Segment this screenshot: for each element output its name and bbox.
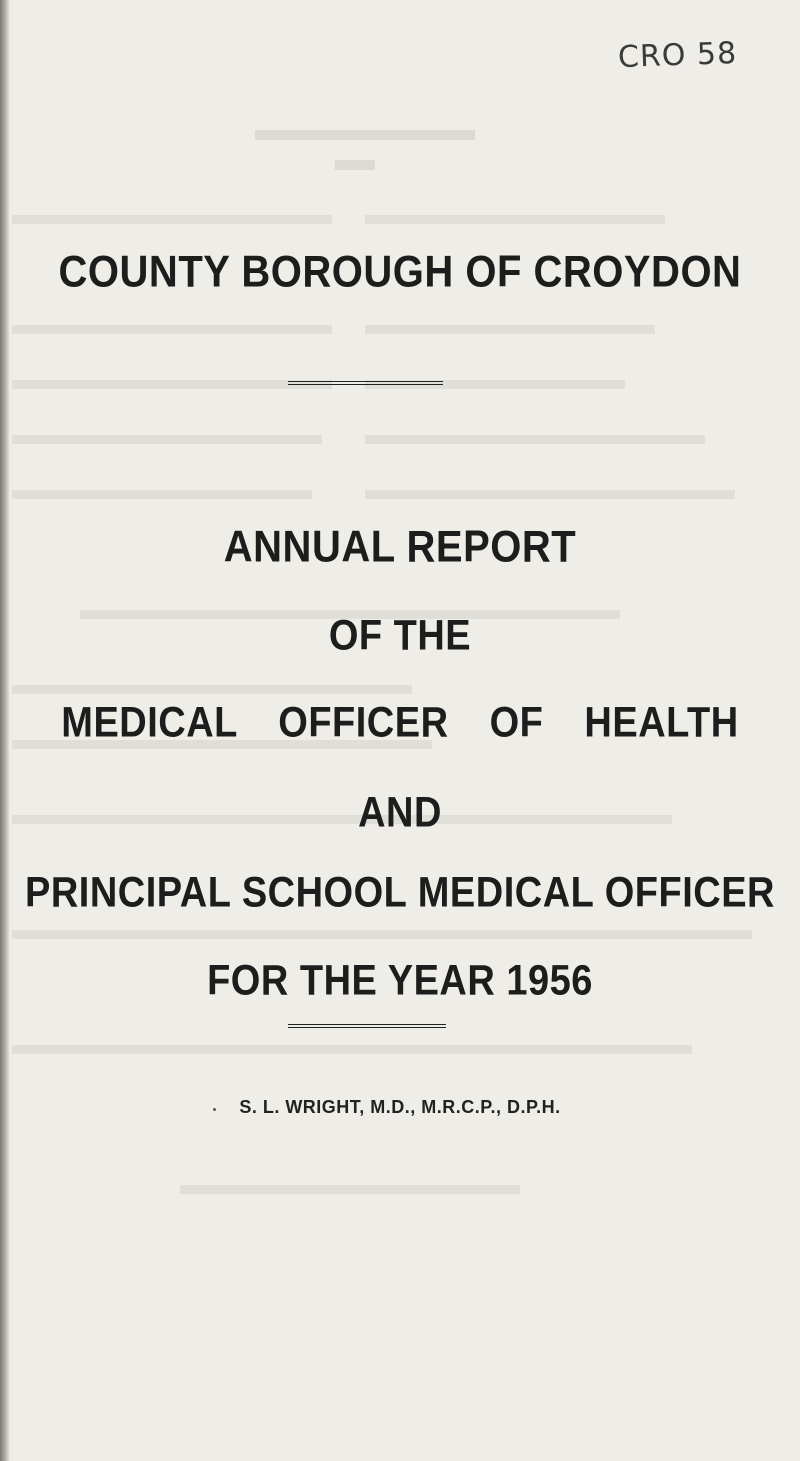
and-line: AND [358, 789, 442, 837]
handwritten-catalog-mark: CRO 58 [617, 35, 738, 76]
double-rule-bottom [288, 1024, 446, 1028]
double-rule-top [288, 381, 443, 385]
report-heading: ANNUAL REPORT [223, 522, 577, 572]
author-credit: S. L. WRIGHT, M.D., M.R.C.P., D.P.H. [239, 1097, 561, 1117]
school-officer-line: PRINCIPAL SCHOOL MEDICAL OFFICER [24, 869, 775, 917]
of-the-line: OF THE [328, 612, 472, 660]
borough-heading: COUNTY BOROUGH OF CROYDON [58, 247, 742, 297]
year-line: FOR THE YEAR 1956 [207, 957, 593, 1005]
medical-officer-line: MEDICAL OFFICER OF HEALTH [61, 699, 739, 747]
